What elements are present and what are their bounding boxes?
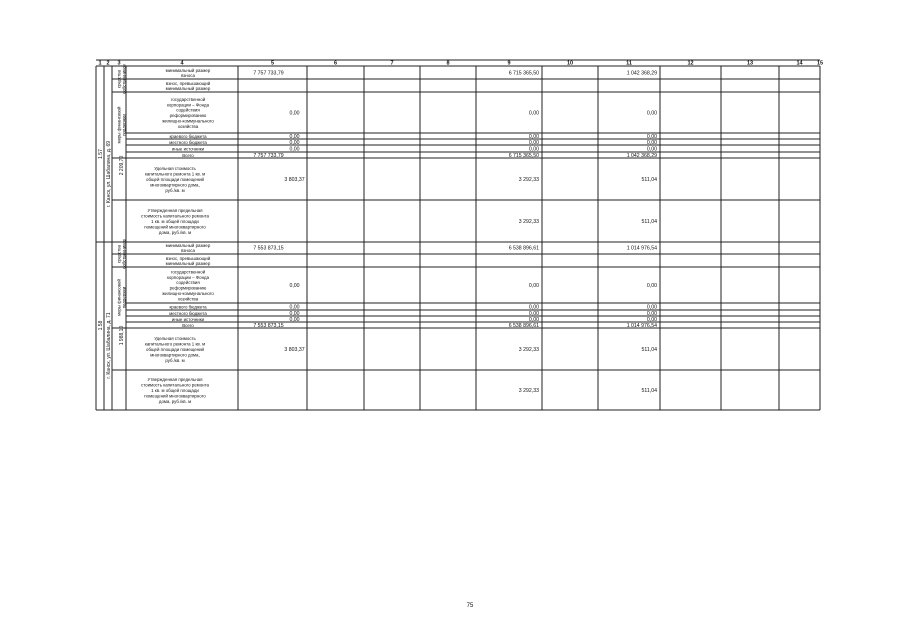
value-col9: 0,00: [528, 133, 539, 140]
value-col5: 0,00: [289, 282, 300, 289]
value-col9: 0,00: [528, 310, 539, 317]
value-col9: 0,00: [528, 282, 539, 289]
financial-support-label: поддержки: [121, 114, 127, 136]
row-label-fund: хозяйства: [177, 296, 199, 302]
row-label-unit-cost: общей площади помещений: [146, 176, 204, 182]
row-label-fund: корпорации – Фонда: [166, 274, 210, 280]
value-col5: 0,00: [289, 146, 300, 153]
value-col11: 0,00: [646, 304, 657, 311]
row-label-limit-cost: помещений многоквартирного: [144, 393, 206, 399]
row-label-min: минимальный размер: [165, 67, 211, 73]
value-col9: 3 292,33: [518, 346, 539, 353]
value-col9: 0,00: [528, 146, 539, 153]
row-label-regional: краевого бюджета: [169, 304, 207, 310]
row-label-unit-cost: многоквартирного дома,: [150, 352, 200, 358]
row-label-fund: хозяйства: [177, 123, 199, 129]
row-label-over: минимальный размер: [165, 260, 211, 266]
owners-funds-label: средства: [116, 244, 122, 264]
row-label-other: иные источники: [171, 316, 205, 322]
row-label-total: Всего: [182, 322, 194, 328]
value-col9: 6 715 365,50: [508, 152, 539, 159]
row-label-unit-cost: капитального ремонта 1 кв. м: [144, 341, 206, 347]
value-col5: 0,00: [289, 110, 300, 117]
row-label-unit-cost: многоквартирного дома,: [150, 182, 200, 188]
owners-funds-label: собственников: [121, 64, 127, 94]
value-col9: 0,00: [528, 139, 539, 146]
row-label-unit-cost: руб./кв. м: [165, 188, 185, 194]
value-col11: 1 042 368,29: [626, 152, 657, 159]
value-col11: 0,00: [646, 282, 657, 289]
column-header-9: 9: [507, 60, 511, 67]
row-label-limit-cost: 1 кв. м общей площади: [151, 387, 199, 393]
value-col11: 0,00: [646, 310, 657, 317]
row-label-fund: государственной: [170, 269, 206, 275]
row-label-limit-cost: помещений многоквартирного: [144, 224, 206, 230]
value-col11: 1 014 976,54: [626, 322, 657, 329]
financial-support-label: меры финансовой: [116, 279, 122, 316]
value-col5: 3 803,37: [284, 176, 305, 183]
row-label-over: минимальный размер: [165, 85, 211, 91]
owners-funds-label: средства: [116, 69, 122, 89]
row-label-min: взноса: [181, 72, 195, 78]
row-label-limit-cost: стоимость капитального ремонта: [141, 213, 209, 219]
row-label-fund: реформированию: [169, 113, 207, 119]
row-label-local: местного бюджета: [169, 139, 207, 145]
value-col11: 1 042 368,29: [626, 70, 657, 77]
value-col5: 0,00: [289, 310, 300, 317]
address: г. Канск, ул. Шабалина, д. 71: [106, 312, 112, 379]
value-col9: 3 292,33: [518, 387, 539, 394]
item-number: 1.57: [98, 149, 104, 159]
row-label-fund: жилищно-коммунального: [162, 290, 214, 296]
value-col11: 511,04: [641, 387, 657, 394]
value-col9: 3 292,33: [518, 176, 539, 183]
value-col5: 3 803,37: [284, 346, 305, 353]
row-label-unit-cost: руб./кв. м: [165, 358, 185, 364]
row-label-unit-cost: капитального ремонта 1 кв. м: [144, 171, 206, 177]
column-header-6: 6: [333, 60, 338, 67]
row-label-limit-cost: дома, руб./кв. м: [158, 399, 192, 405]
value-col9: 6 715 365,50: [508, 70, 539, 77]
financial-support-label: поддержки: [121, 286, 127, 309]
value-col5: 0,00: [289, 139, 300, 146]
value-col11: 1 014 976,54: [626, 245, 657, 252]
row-label-over: взнос, превышающий: [165, 255, 211, 261]
row-label-min: минимальный размер: [165, 242, 211, 248]
value-col5: 7 553 873,15: [253, 245, 284, 252]
column-header-3: 3: [117, 60, 121, 67]
value-col5: 7 553 873,15: [253, 322, 284, 329]
row-label-limit-cost: дома, руб./кв. м: [158, 230, 192, 236]
row-label-fund: реформированию: [169, 285, 207, 291]
value-col5: 0,00: [289, 133, 300, 140]
row-label-unit-cost: Удельная стоимость: [154, 335, 196, 341]
value-col9: 3 292,33: [518, 218, 539, 225]
row-label-unit-cost: общей площади помещений: [146, 346, 204, 352]
address: г. Канск, ул. Шабалина, д. 69: [106, 140, 112, 208]
column-header-4: 4: [180, 60, 184, 67]
value-col5: 7 757 733,79: [253, 152, 284, 159]
row-label-limit-cost: Утвержденная предельная: [147, 207, 203, 213]
row-label-fund: содействия: [176, 107, 200, 113]
value-col11: 0,00: [646, 146, 657, 153]
row-label-local: местного бюджета: [169, 310, 207, 316]
column-header-8: 8: [446, 60, 450, 67]
value-col11: 0,00: [646, 139, 657, 146]
value-col5: 7 757 733,79: [253, 70, 284, 77]
row-label-fund: корпорации – Фонда: [166, 102, 210, 108]
column-header-7: 7: [390, 60, 394, 67]
value-col9: 0,00: [528, 316, 539, 323]
value-col9: 0,00: [528, 304, 539, 311]
value-col5: 0,00: [289, 316, 300, 323]
value-col9: 6 538 896,61: [508, 245, 539, 252]
value-col11: 511,04: [641, 218, 657, 225]
value-col11: 0,00: [646, 110, 657, 117]
area: 2 209,70: [119, 155, 125, 176]
value-col11: 0,00: [646, 316, 657, 323]
row-label-unit-cost: Удельная стоимость: [154, 165, 196, 171]
column-header-1: 1: [98, 60, 102, 67]
row-label-limit-cost: стоимость капитального ремонта: [141, 382, 209, 388]
row-label-regional: краевого бюджета: [169, 133, 207, 139]
value-col11: 0,00: [646, 133, 657, 140]
item-number: 1.58: [98, 320, 104, 331]
row-label-limit-cost: Утвержденная предельная: [147, 376, 203, 382]
column-header-5: 5: [270, 60, 275, 67]
value-col11: 511,04: [641, 346, 657, 353]
row-label-fund: жилищно-коммунального: [162, 118, 214, 124]
value-col11: 511,04: [641, 176, 657, 183]
value-col9: 0,00: [528, 110, 539, 117]
column-header-12: 12: [687, 60, 694, 67]
row-label-limit-cost: 1 кв. м общей площади: [151, 218, 199, 224]
row-label-other: иные источники: [171, 146, 205, 152]
page-number: 75: [466, 603, 474, 609]
column-header-2: 2: [106, 60, 110, 67]
column-header-15: 15: [816, 60, 824, 67]
column-header-11: 11: [626, 60, 632, 67]
column-header-13: 13: [746, 60, 754, 67]
column-header-14: 14: [796, 60, 803, 67]
area: 1 988,10: [119, 325, 125, 346]
value-col9: 6 538 896,61: [508, 322, 539, 329]
row-label-total: Всего: [182, 152, 194, 158]
row-label-min: взноса: [181, 247, 195, 253]
financial-support-label: меры финансовой: [116, 106, 122, 144]
row-label-fund: государственной: [170, 96, 206, 102]
column-header-10: 10: [566, 60, 574, 67]
owners-funds-label: собственников: [121, 239, 127, 269]
value-col5: 0,00: [289, 304, 300, 311]
row-label-fund: содействия: [176, 280, 200, 286]
row-label-over: взнос, превышающий: [165, 80, 211, 86]
